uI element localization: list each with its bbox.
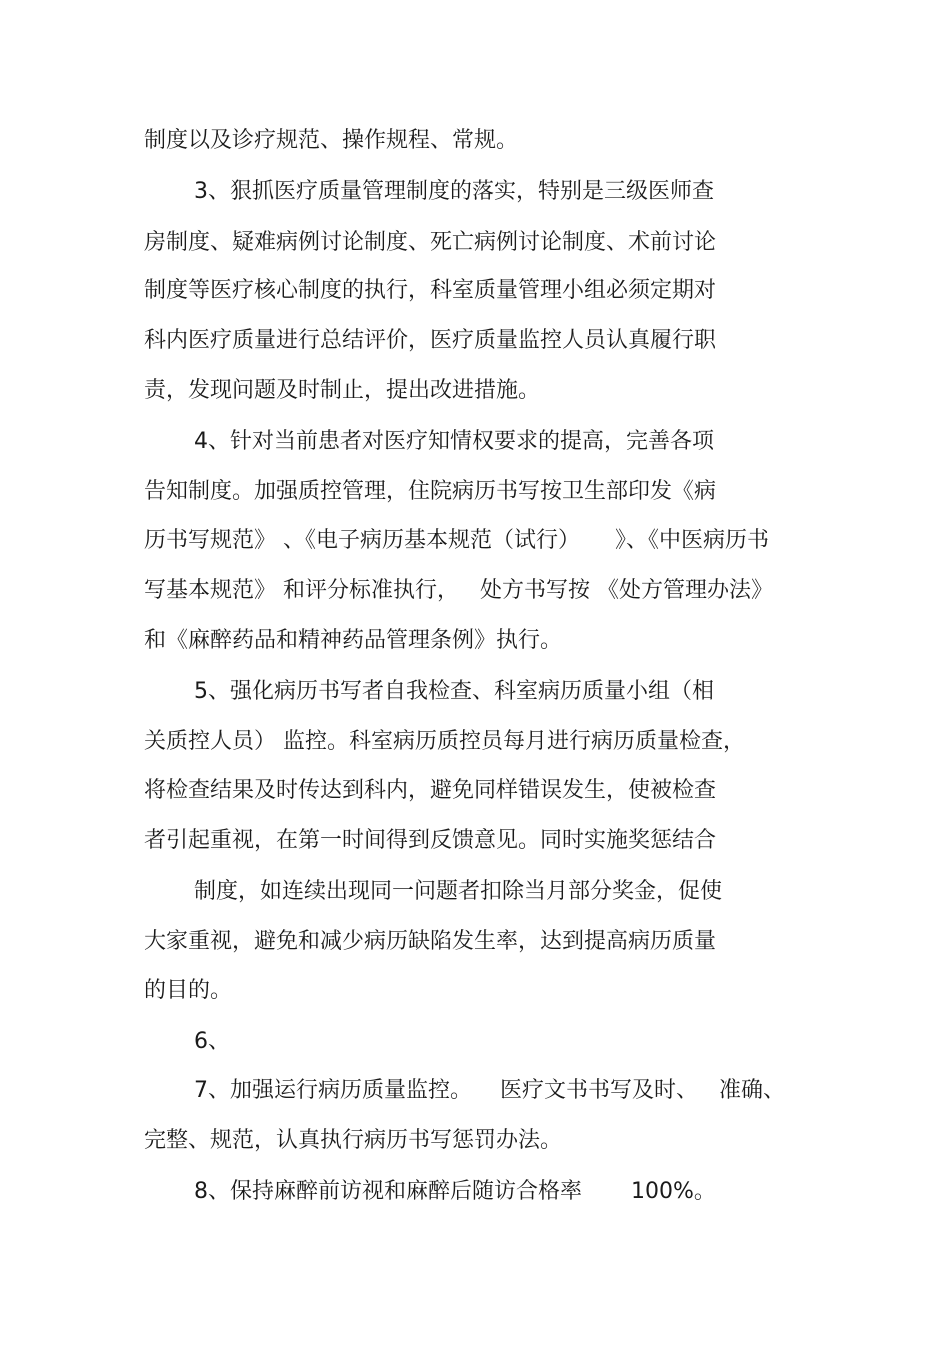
paragraph-6-start: 6、 xyxy=(194,1029,230,1054)
text-line: 完整、规范，认真执行病历书写惩罚办法。 xyxy=(144,1128,563,1153)
text-line: 制度以及诊疗规范、操作规程、常规。 xyxy=(144,128,519,153)
text-line: 制度，如连续出现同一问题者扣除当月部分奖金，促使 xyxy=(194,879,723,904)
paragraph-5-start: 5、强化病历书写者自我检查、科室病历质量小组（相 xyxy=(194,679,714,704)
text-line: 制度等医疗核心制度的执行，科室质量管理小组必须定期对 xyxy=(144,278,717,303)
paragraph-4-start: 4、针对当前患者对医疗知情权要求的提高，完善各项 xyxy=(194,429,714,454)
paragraph-8-start: 8、保持麻醉前访视和麻醉后随访合格率 100%。 xyxy=(194,1179,716,1204)
text-line: 告知制度。加强质控管理，住院病历书写按卫生部印发《病 xyxy=(144,479,717,504)
paragraph-7-start: 7、加强运行病历质量监控。 医疗文书书写及时、 准确、 xyxy=(194,1078,785,1103)
text-line: 责，发现问题及时制止，提出改进措施。 xyxy=(144,378,541,403)
text-line: 者引起重视，在第一时间得到反馈意见。同时实施奖惩结合 xyxy=(144,828,717,853)
text-line: 房制度、疑难病例讨论制度、死亡病例讨论制度、术前讨论 xyxy=(144,230,717,255)
text-line: 和《麻醉药品和精神药品管理条例》执行。 xyxy=(144,628,563,653)
text-line: 历书写规范》 、《电子病历基本规范（试行） 》、《中医病历书 xyxy=(144,528,769,553)
paragraph-3-start: 3、狠抓医疗质量管理制度的落实，特别是三级医师查 xyxy=(194,179,714,204)
text-line: 大家重视，避免和减少病历缺陷发生率，达到提高病历质量 xyxy=(144,929,717,954)
text-line: 将检查结果及时传达到科内，避免同样错误发生，使被检查 xyxy=(144,778,717,803)
text-line: 关质控人员） 监控。科室病历质控员每月进行病历质量检查， xyxy=(144,729,745,754)
text-line: 的目的。 xyxy=(144,978,233,1003)
text-line: 科内医疗质量进行总结评价，医疗质量监控人员认真履行职 xyxy=(144,328,717,353)
text-line: 写基本规范》 和评分标准执行， 处方书写按 《处方管理办法》 xyxy=(144,578,773,603)
